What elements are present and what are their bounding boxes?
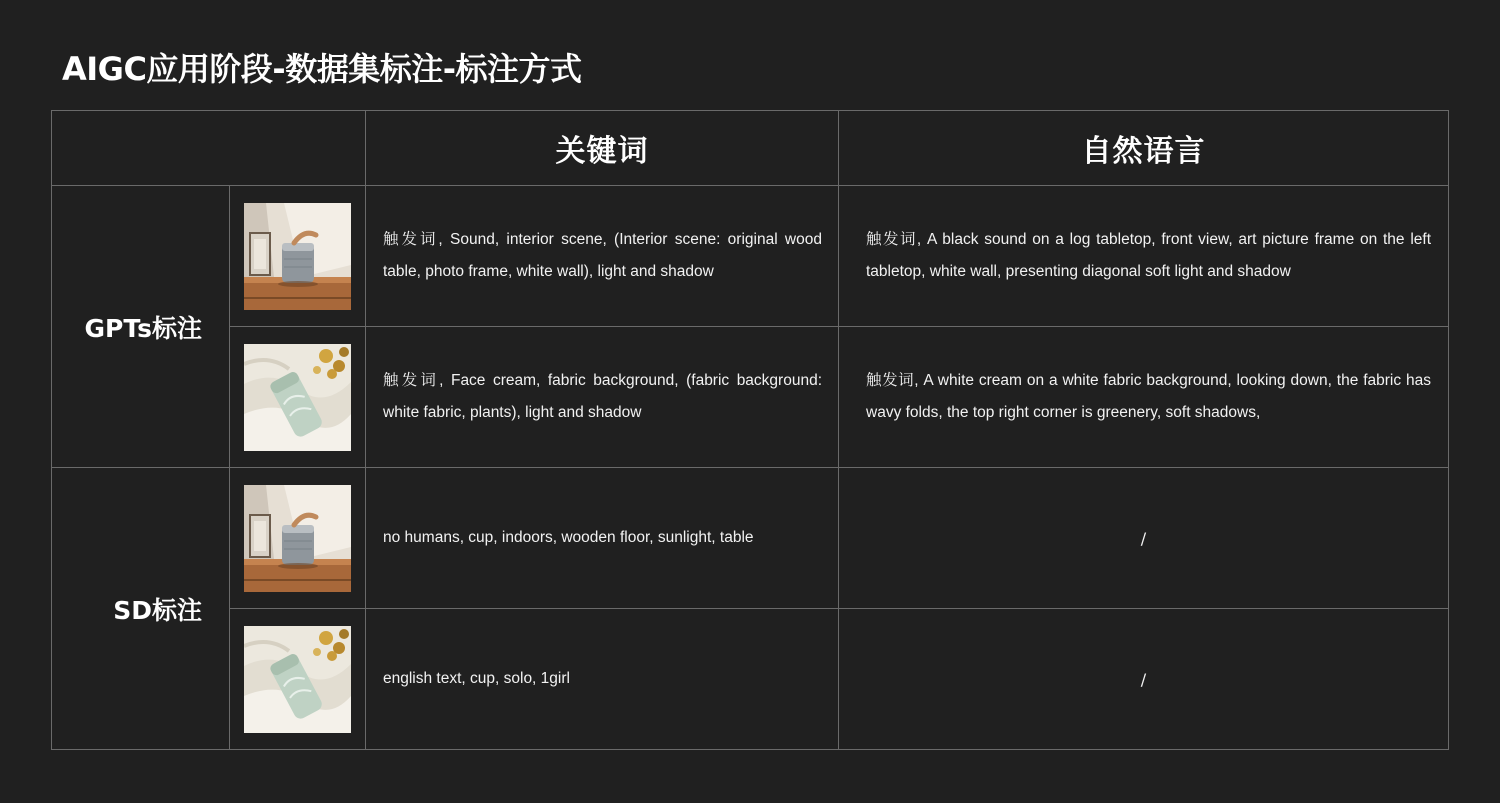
annotation-table (51, 110, 1449, 750)
column-header-natural-language: 自然语言 (839, 111, 1449, 186)
keywords-cell: 触发词, Sound, interior scene, (Interior scene: original wood table, photo frame, white wall), light and shadow (366, 186, 839, 327)
table-row (52, 468, 1449, 609)
row-group-gpts-label: GPTs标注 (52, 186, 230, 468)
image-cell (230, 468, 366, 609)
natural-language-cell: / (839, 609, 1449, 750)
keywords-cell: no humans, cup, indoors, wooden floor, sunlight, table (366, 468, 839, 609)
image-cell (230, 327, 366, 468)
row-group-sd-label: SD标注 (52, 468, 230, 750)
natural-language-cell: 触发词, A black sound on a log tabletop, front view, art picture frame on the left tabletop, white wall, presenting diagonal soft light and shadow (839, 186, 1449, 327)
keywords-cell: 触发词, Face cream, fabric background, (fabric background: white fabric, plants), light and shadow (366, 327, 839, 468)
face-cream-product-image (244, 626, 351, 733)
table-row (52, 186, 1449, 327)
face-cream-product-image (244, 344, 351, 451)
natural-language-cell: 触发词, A white cream on a white fabric background, looking down, the fabric has wavy folds, the top right corner is greenery, soft shadows, (839, 327, 1449, 468)
table-header-row (52, 111, 1449, 186)
keywords-cell: english text, cup, solo, 1girl (366, 609, 839, 750)
corner-cell (52, 111, 366, 186)
table-row (52, 609, 1449, 750)
column-header-keywords: 关键词 (366, 111, 839, 186)
sound-product-image (244, 485, 351, 592)
image-cell (230, 609, 366, 750)
page-title: AIGC应用阶段-数据集标注-标注方式 (62, 50, 582, 88)
sound-product-image (244, 203, 351, 310)
natural-language-cell: / (839, 468, 1449, 609)
table-row (52, 327, 1449, 468)
image-cell (230, 186, 366, 327)
